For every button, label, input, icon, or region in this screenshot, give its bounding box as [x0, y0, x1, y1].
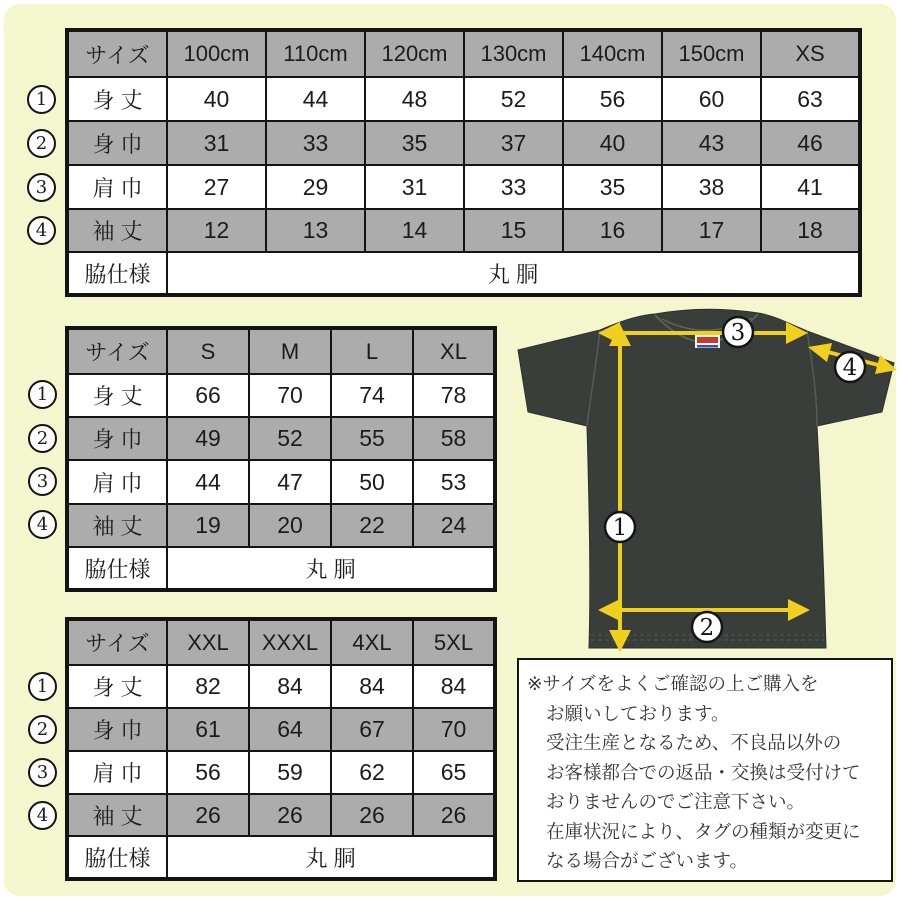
measure-value-cell: 59: [249, 751, 331, 794]
table-row: [67, 77, 860, 121]
measure-value-cell: 35: [563, 165, 662, 209]
circle-digit: 1: [612, 515, 628, 541]
measure-value-cell: 37: [464, 121, 563, 165]
measure-label-cell: 肩 巾: [67, 460, 167, 504]
measure-value-cell: 29: [266, 165, 365, 209]
note-line: お願いしております。: [546, 702, 730, 724]
table-header-row: [67, 30, 860, 77]
measure-value-cell: 84: [413, 665, 495, 708]
size-col-header: XXXL: [249, 619, 331, 665]
circle-digit: 1: [35, 88, 48, 110]
size-col-header: サイズ: [67, 328, 167, 374]
table-header-row: [67, 619, 495, 665]
measure-value-cell: 56: [563, 77, 662, 121]
circle-digit: 4: [36, 804, 49, 826]
measure-label-cell: 身 巾: [67, 417, 167, 460]
measure-value-cell: 53: [413, 460, 495, 504]
size-col-header: 5XL: [413, 619, 495, 665]
measure-value-cell: 48: [365, 77, 464, 121]
measure-value-cell: 44: [266, 77, 365, 121]
measure-value-cell: 14: [365, 209, 464, 252]
measure-value-cell: 19: [167, 504, 249, 547]
side-spec-value-cell: 丸 胴: [167, 836, 495, 879]
measure-value-cell: 13: [266, 209, 365, 252]
circle-digit: 1: [36, 383, 49, 405]
measure-label-cell: 身 丈: [67, 374, 167, 417]
row-marker-4: [28, 801, 57, 830]
circle-digit: 2: [35, 132, 48, 154]
measure-value-cell: 15: [464, 209, 563, 252]
circle-digit: 2: [36, 718, 49, 740]
measure-value-cell: 66: [167, 374, 249, 417]
circle-digit: 3: [35, 176, 48, 198]
row-marker-2: [28, 715, 57, 744]
circle-digit: 3: [730, 320, 746, 346]
measure-value-cell: 43: [662, 121, 761, 165]
side-spec-label-cell: 脇仕様: [67, 252, 167, 295]
measure-value-cell: 44: [167, 460, 249, 504]
measure-value-cell: 62: [331, 751, 413, 794]
note-line: 在庫状況により、タグの種類が変更に: [546, 820, 861, 842]
table-row: [67, 165, 860, 209]
size-col-header: S: [167, 328, 249, 374]
measure-value-cell: 63: [761, 77, 860, 121]
row-marker-4: [27, 216, 56, 245]
size-col-header: XS: [761, 30, 860, 77]
measure-value-cell: 74: [331, 374, 413, 417]
note-line: おりませんのでご注意下さい。: [546, 791, 806, 812]
measure-label-cell: 肩 巾: [67, 165, 167, 209]
measure-value-cell: 26: [167, 794, 249, 836]
measure-label-cell: 身 巾: [67, 708, 167, 751]
measure-value-cell: 26: [413, 794, 495, 836]
measure-label-cell: 袖 丈: [67, 209, 167, 252]
measure-value-cell: 64: [249, 708, 331, 751]
table-row: [67, 504, 495, 547]
circle-digit: 4: [842, 355, 858, 381]
measure-value-cell: 52: [249, 417, 331, 460]
row-marker-3: [28, 467, 57, 496]
circle-digit: 3: [36, 470, 49, 492]
measure-value-cell: 82: [167, 665, 249, 708]
measure-value-cell: 84: [249, 665, 331, 708]
table-footer-row: [67, 252, 860, 295]
diagram-marker-4: [835, 352, 865, 382]
circle-digit: 2: [699, 615, 715, 641]
row-marker-4: [28, 510, 57, 539]
purchase-note: [517, 658, 893, 882]
size-col-header: 120cm: [365, 30, 464, 77]
row-marker-3: [27, 173, 56, 202]
measure-value-cell: 58: [413, 417, 495, 460]
side-spec-value-cell: 丸 胴: [167, 547, 495, 590]
circle-digit: 4: [35, 219, 48, 241]
size-table-kids: [65, 28, 862, 297]
table-row: [67, 708, 495, 751]
measure-value-cell: 24: [413, 504, 495, 547]
measure-value-cell: 31: [365, 165, 464, 209]
size-col-header: 150cm: [662, 30, 761, 77]
measure-value-cell: 27: [167, 165, 266, 209]
measure-value-cell: 84: [331, 665, 413, 708]
table-row: [67, 751, 495, 794]
diagram-marker-2: [692, 612, 722, 642]
note-line: 受注生産となるため、不良品以外の: [546, 732, 842, 753]
measure-value-cell: 56: [167, 751, 249, 794]
circle-digit: 1: [36, 675, 49, 697]
measure-value-cell: 65: [413, 751, 495, 794]
measure-value-cell: 20: [249, 504, 331, 547]
measure-value-cell: 33: [266, 121, 365, 165]
measure-value-cell: 60: [662, 77, 761, 121]
measure-label-cell: 身 丈: [67, 77, 167, 121]
measure-value-cell: 47: [249, 460, 331, 504]
measure-value-cell: 33: [464, 165, 563, 209]
measure-label-cell: 身 巾: [67, 121, 167, 165]
measure-value-cell: 16: [563, 209, 662, 252]
table-footer-row: [67, 547, 495, 590]
note-line: なる場合がございます。: [546, 850, 749, 871]
measure-value-cell: 70: [249, 374, 331, 417]
size-col-header: 100cm: [167, 30, 266, 77]
measure-value-cell: 41: [761, 165, 860, 209]
measure-value-cell: 38: [662, 165, 761, 209]
size-table-big: [65, 617, 497, 881]
measure-value-cell: 52: [464, 77, 563, 121]
measure-value-cell: 50: [331, 460, 413, 504]
measure-value-cell: 49: [167, 417, 249, 460]
measure-value-cell: 67: [331, 708, 413, 751]
measure-value-cell: 26: [249, 794, 331, 836]
size-col-header: L: [331, 328, 413, 374]
size-table-adult: [65, 326, 497, 592]
circle-digit: 4: [36, 513, 49, 535]
circle-digit: 3: [36, 761, 49, 783]
measure-value-cell: 78: [413, 374, 495, 417]
measure-label-cell: 袖 丈: [67, 794, 167, 836]
size-col-header: 110cm: [266, 30, 365, 77]
measure-label-cell: 袖 丈: [67, 504, 167, 547]
table-row: [67, 417, 495, 460]
note-line: ※サイズをよくご確認の上ご購入を: [527, 673, 819, 694]
size-col-header: 4XL: [331, 619, 413, 665]
size-col-header: XL: [413, 328, 495, 374]
table-row: [67, 460, 495, 504]
table-header-row: [67, 328, 495, 374]
side-spec-label-cell: 脇仕様: [67, 547, 167, 590]
measure-label-cell: 肩 巾: [67, 751, 167, 794]
size-col-header: 140cm: [563, 30, 662, 77]
row-marker-1: [28, 380, 57, 409]
tshirt-measurement-diagram: [508, 308, 898, 653]
circle-digit: 2: [36, 427, 49, 449]
diagram-marker-1: [605, 512, 635, 542]
table-row: [67, 794, 495, 836]
size-col-header: 130cm: [464, 30, 563, 77]
measure-value-cell: 40: [167, 77, 266, 121]
table-row: [67, 374, 495, 417]
measure-value-cell: 17: [662, 209, 761, 252]
measure-value-cell: 31: [167, 121, 266, 165]
measure-value-cell: 55: [331, 417, 413, 460]
table-footer-row: [67, 836, 495, 879]
measure-value-cell: 70: [413, 708, 495, 751]
row-marker-2: [27, 129, 56, 158]
measure-value-cell: 12: [167, 209, 266, 252]
row-marker-1: [28, 672, 57, 701]
row-marker-3: [28, 758, 57, 787]
measure-value-cell: 61: [167, 708, 249, 751]
measure-value-cell: 22: [331, 504, 413, 547]
measure-value-cell: 46: [761, 121, 860, 165]
size-col-header: サイズ: [67, 619, 167, 665]
note-line: お客様都合での返品・交換は受付けて: [546, 761, 861, 783]
row-marker-2: [28, 424, 57, 453]
size-col-header: サイズ: [67, 30, 167, 77]
side-spec-label-cell: 脇仕様: [67, 836, 167, 879]
size-col-header: XXL: [167, 619, 249, 665]
table-row: [67, 209, 860, 252]
measure-value-cell: 35: [365, 121, 464, 165]
side-spec-value-cell: 丸 胴: [167, 252, 860, 295]
measure-value-cell: 40: [563, 121, 662, 165]
table-row: [67, 665, 495, 708]
measure-value-cell: 18: [761, 209, 860, 252]
neck-tag: [695, 335, 720, 348]
measure-label-cell: 身 丈: [67, 665, 167, 708]
size-col-header: M: [249, 328, 331, 374]
measure-value-cell: 26: [331, 794, 413, 836]
diagram-marker-3: [723, 317, 753, 347]
table-row: [67, 121, 860, 165]
row-marker-1: [27, 85, 56, 114]
